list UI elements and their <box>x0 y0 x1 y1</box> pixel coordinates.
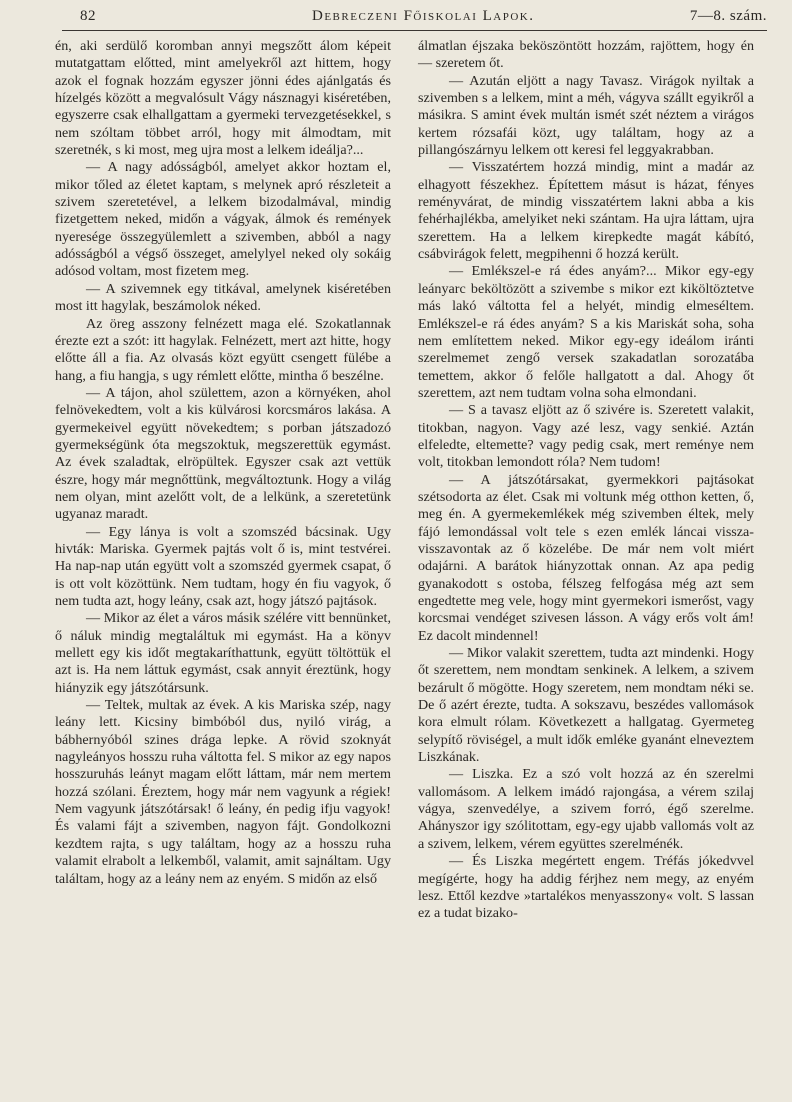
paragraph: — Liszka. Ez a szó volt hozzá az én szerelmi vallomásom. A lelkem imádó rajongása, a vérem szilaj vágya, szenvedélye, a szivem forró, égő szerelme. Ahányszor igy szólitottam, egy-egy ujabb vallomás volt az a szivem, lelkem, vérem együttes szerelménék. <box>418 766 754 852</box>
paragraph: — Teltek, multak az évek. A kis Mariska szép, nagy leány lett. Kicsiny bimbóból dus, nyiló virág, a bábhernyóból szines drága lepke. A rövid szoknyát nagyleányos hosszu ruha váltotta fel. S mikor az egy napos hosszuruhás leányt magam előtt láttam, már nem mertem hozzá szólani. Éreztem, hogy már nem vagyunk a régiek! Nem vagyunk játszótársak! ő leány, én pedig ifju vagyok! És valami fájt a szivemben, nagyon fájt. Gondolkozni kezdtem rajta, s ugy találtam, hogy az a hosszu ruha valamit elrabolt a lelkemből, valamit, amit sajnáltam. Ugy találtam, hogy az a leány nem az enyém. S midőn az első <box>55 697 391 887</box>
paragraph: Az öreg asszony felnézett maga elé. Szokatlannak érezte ezt a szót: itt hagylak. Felnézett, mert azt hitte, hogy előtte áll a fia. Az olvasás közt együtt csengett fülébe a hang, a fiu hangja, s ugy rémlett előtte, mintha ő beszélne. <box>55 315 391 384</box>
journal-title: Debreczeni Főiskolai Lapok. <box>312 8 535 24</box>
paragraph: — A nagy adósságból, amelyet akkor hoztam el, mikor tőled az életet kaptam, s melynek apró részleteit a szivem szeretetével, a lelkem bizodalmával, mindig fizetgettem neked, midőn a vágyak, álmok és remények nyeresége összegyülemlett a szivemben, abból a nagy adósságból a végső összeget, amelylyel neked oly sokáig adósod voltam, most fizetem meg. <box>55 159 391 280</box>
paragraph: — És Liszka megértett engem. Tréfás jókedvvel megígérte, hogy ha addig férjhez nem megy, az enyém lesz. Ettől kezdve »tartalékos menyasszony« volt. S lassan ez a tudat bizako- <box>418 853 754 922</box>
header-rule <box>62 30 767 31</box>
paragraph: — A tájon, ahol születtem, azon a környéken, ahol felnövekedtem, volt a kis külvárosi korcsmáros lakása. A gyermekeivel együtt növekedtem; s porban játszadozó gyermekségünk óta megszoktuk, megszerettük egymást. Az évek szaladtak, elröpültek. Egyszer csak azt vettük észre, hogy már megnőttünk, megváltoztunk. Hogy a világ nem olyan, mint azelőtt volt, de a lelkünk, a szeretetünk ugyanaz maradt. <box>55 384 391 523</box>
paragraph: — A szivemnek egy titkával, amelynek kiséretében most itt hagylak, beszámolok néked. <box>55 280 391 315</box>
paragraph: — Egy lánya is volt a szomszéd bácsinak. Ugy hivták: Mariska. Gyermek pajtás volt ő is, mint testvérei. Ha nap-nap után együtt volt a szomszéd gyermek csapat, ő is ott volt közöttünk. Nem tudtam, hogy én fiu vagyok, ő nem tudta azt, hogy leány, csak azt, hogy játszó pajtások. <box>55 523 391 609</box>
paragraph: — Azután eljött a nagy Tavasz. Virágok nyiltak a szivemben s a lelkem, mint a méh, vágyva szállt egyikről a másikra. S amint évek multán ismét szét néztem a virágos kertem rózsafái közt, ugy találtam, hogy az a pillangószárnyu lelkem ott keresi fel leggyakrabban. <box>418 72 754 159</box>
paragraph: álmatlan éjszaka beköszöntött hozzám, rajöttem, hogy én — szeretem őt. <box>418 38 754 72</box>
right-column <box>418 38 754 1088</box>
paragraph: — Visszatértem hozzá mindig, mint a madár az elhagyott fészekhez. Építettem másut is házat, fényes reményvárat, de mindig visszatértem lakni abba a kis fehérhajlékba, amelyiket neki szántam. Ha ujra láttam, ujra szerettem. Ha a lelkem kirepkedte magát kábító, csábvirágok felett, megpihenni ő hozzá került. <box>418 159 754 263</box>
paragraph: — Emlékszel-e rá édes anyám?... Mikor egy-egy leányarc beköltözött a szivembe s mikor ezt kiköltöztetve más lakó váltotta fel a helyét, mindig elmeséltem. Emlékszel-e rá édes anyám? S a kis Mariskát soha, soha nem említettem neked. Mikor egy-egy ideálom iránti szerelmemet zengő versek szakadatlan sorozatába temettem, akkor ő felőle hallgatott a dal. Ahogy őt szerettem, azt nem tudtam volna soha elmondani. <box>418 263 754 401</box>
page-header <box>62 8 767 28</box>
left-column <box>55 38 391 1088</box>
paragraph: — Mikor valakit szerettem, tudta azt mindenki. Hogy őt szerettem, nem mondtam senkinek. A lelkem, a szivem bezárult ő mögötte. Hogy szeretem, nem mondtam néki se. De ő azért érezte, tudta. A sokszavu, beszédes vallomások kora elmult rólam. Következett a hallgatag. Gyermeteg selypítő röviségel, a mult idők emléke gyanánt elneveztem Liszkának. <box>418 645 754 766</box>
page-number: 82 <box>80 8 96 24</box>
paragraph: — Mikor az élet a város másik szélére vitt bennünket, ő náluk mindig megtaláltuk mi egymást. Ha a könyv mellett egy kis időt megtakaríthattunk, együtt töltöttük el azt is. Ha nem láttuk egymást, csak annyit éreztünk, hogy hiányzik egy játszótársunk. <box>55 610 391 696</box>
paragraph: — S a tavasz eljött az ő szivére is. Szeretett valakit, titokban, nagyon. Vagy azé lesz, vagy senkié. Aztán elfeledte, eltemette? vagy pedig csak, mert reménye nem volt, titokban lemondott róla? Nem tudom! <box>418 402 754 471</box>
paragraph: én, aki serdülő koromban annyi megszőtt álom képeit mutatgattam előtted, mint amelyekről azt hittem, hogy azok el fognak hozzám egyszer jönni édes ajánlgatás és hízelgés között a megvalósult Vágy násznagyi kiséretében, egyszerre csak elhallgattam a gyermeki tervezgetésekkel, s nem szóltam többet arról, hogy mit álmodtam, mit szeretnék, s ki most, meg ujra most a lelkem ideálja?... <box>55 38 391 159</box>
issue-number: 7—8. szám. <box>689 8 767 24</box>
paragraph: — A játszótársakat, gyermekkori pajtásokat szétsodorta az élet. Csak mi voltunk még otthon ketten, ő, meg én. A gyermekemlékek még szivemben éltek, mely fájó lemondással volt tele s ezen emlék láncai vissza-visszavontak az ő közelébe. De már nem volt miért odajárni. A barátok hiányzottak onnan. Az apa pedig gyanakodott s ostoba, félszeg felfogása még azt sem engedtette meg vele, hogy mint gyermekori ismerőst, vagy korcsmai vendéget szivesen lásson. A vágy erős volt ám! Ez dacolt mindennel! <box>418 471 754 644</box>
